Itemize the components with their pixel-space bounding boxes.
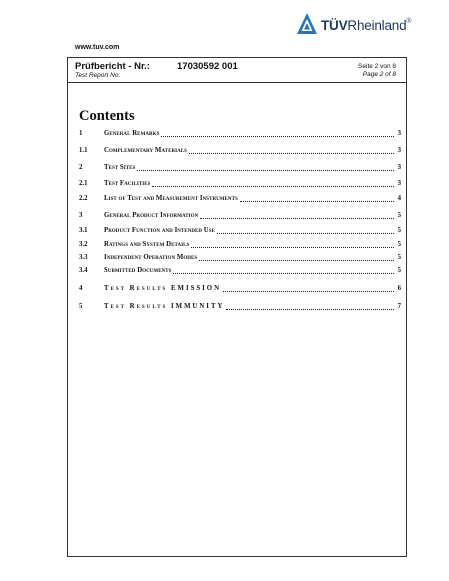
report-header <box>68 58 406 83</box>
page-indicator-en: Page 2 of 8 <box>362 71 396 78</box>
toc-entry-number: 2.1 <box>79 180 88 187</box>
toc-entry-page: 7 <box>397 303 401 310</box>
toc-entry[interactable] <box>79 253 401 263</box>
toc-entry[interactable] <box>79 266 401 276</box>
toc-leader-dots <box>240 200 394 202</box>
toc-entry-number: 5 <box>79 303 83 310</box>
toc-entry-page: 3 <box>397 164 401 171</box>
toc-entry-page: 5 <box>397 227 401 234</box>
toc-leader-dots <box>226 308 394 310</box>
toc-entry-number: 3 <box>79 212 83 219</box>
toc-entry-title: General Remarks <box>104 130 160 137</box>
toc-leader-dots <box>191 246 394 248</box>
toc-entry-title: Product Function and Intended Use <box>104 227 215 234</box>
site-url: www.tuv.com <box>75 44 120 51</box>
tuv-rheinland-logo <box>296 12 444 40</box>
toc-entry-page: 6 <box>397 285 401 292</box>
toc-entry[interactable] <box>79 163 401 173</box>
toc-leader-dots <box>199 259 394 261</box>
toc-leader-dots <box>137 169 394 171</box>
toc-leader-dots <box>200 217 394 219</box>
report-number: 17030592 001 <box>177 61 238 72</box>
toc-entry-number: 4 <box>79 285 83 292</box>
toc-entry-title: Test Facilities <box>104 180 151 187</box>
toc-leader-dots <box>161 135 394 137</box>
toc-entry[interactable] <box>79 240 401 250</box>
toc-entry[interactable] <box>79 179 401 189</box>
toc-entry-number: 3.3 <box>79 254 88 261</box>
toc-entry[interactable] <box>79 129 401 139</box>
toc-entry-number: 2 <box>79 164 83 171</box>
toc-entry[interactable] <box>79 302 401 312</box>
contents-heading: Contents <box>79 108 135 124</box>
toc-entry-page: 5 <box>397 267 401 274</box>
toc-entry-number: 3.2 <box>79 241 88 248</box>
toc-leader-dots <box>173 272 394 274</box>
toc-entry-title: Test Results IMMUNITY <box>104 303 225 310</box>
toc-entry-title: Ratings and System Details <box>104 241 190 248</box>
toc-entry-title: Independent Operation Modes <box>104 254 198 261</box>
brand-name: TÜVRheinland® <box>321 18 412 33</box>
toc-entry-number: 1.1 <box>79 147 88 154</box>
tuv-triangle-icon <box>296 12 318 36</box>
toc-entry-number: 3.4 <box>79 267 88 274</box>
toc-entry-number: 1 <box>79 130 83 137</box>
toc-entry-page: 5 <box>397 212 401 219</box>
toc-entry-page: 3 <box>397 147 401 154</box>
report-label: Prüfbericht - Nr.: <box>75 61 150 72</box>
toc-entry-title: Test Sites <box>104 164 136 171</box>
toc-leader-dots <box>217 232 394 234</box>
toc-entry-number: 2.2 <box>79 195 88 202</box>
toc-entry-number: 3.1 <box>79 227 88 234</box>
toc-leader-dots <box>189 152 394 154</box>
toc-leader-dots <box>223 290 394 292</box>
page-indicator-de: Seite 2 von 8 <box>358 63 396 70</box>
toc-entry-title: Complementary Materials <box>104 147 187 154</box>
toc-entry[interactable] <box>79 146 401 156</box>
toc-entry[interactable] <box>79 194 401 204</box>
toc-entry-page: 4 <box>397 195 401 202</box>
toc-entry-page: 5 <box>397 254 401 261</box>
toc-entry[interactable] <box>79 284 401 294</box>
toc-entry-title: List of Test and Measurement Instruments <box>104 195 238 202</box>
toc-entry-title: Submitted Documents <box>104 267 172 274</box>
toc-entry[interactable] <box>79 211 401 221</box>
toc-leader-dots <box>152 185 394 187</box>
toc-entry-page: 3 <box>397 180 401 187</box>
report-label-en: Test Report No. <box>75 72 121 79</box>
toc-entry[interactable] <box>79 226 401 236</box>
toc-entry-page: 3 <box>397 130 401 137</box>
toc-entry-title: General Product Information <box>104 212 199 219</box>
toc-entry-page: 5 <box>397 241 401 248</box>
toc-entry-title: Test Results EMISSION <box>104 285 222 292</box>
